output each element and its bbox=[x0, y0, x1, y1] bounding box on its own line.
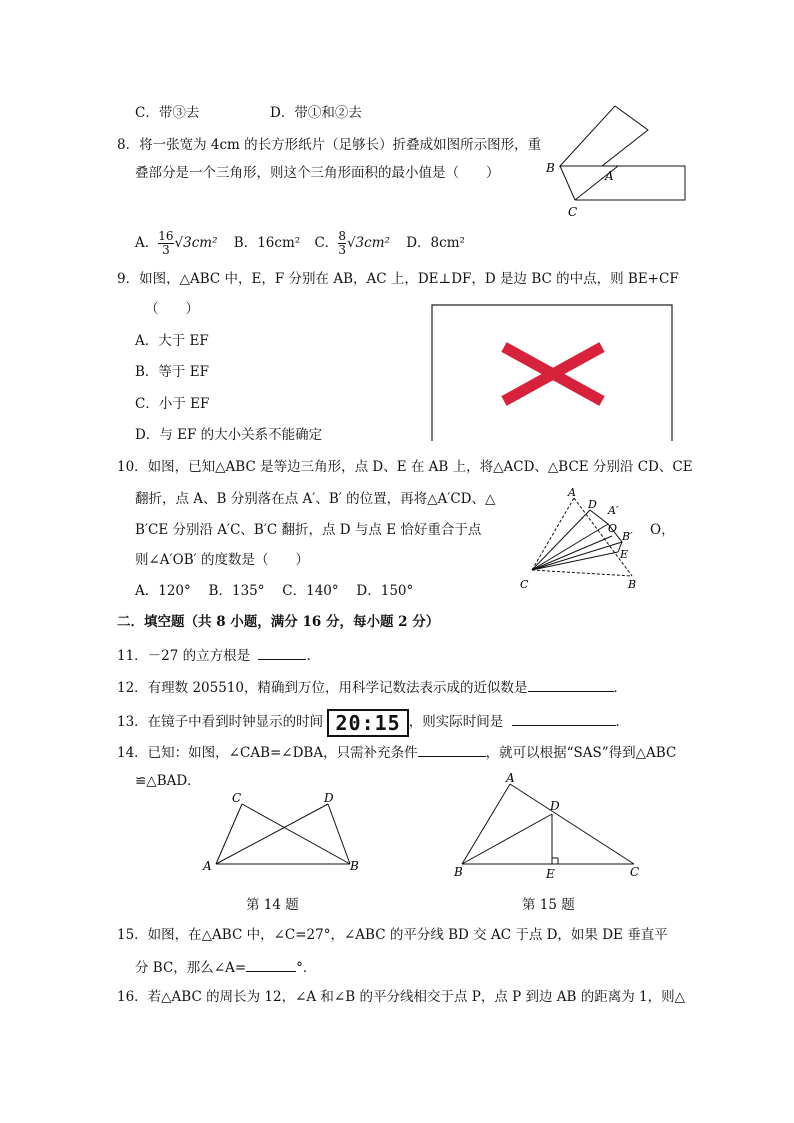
q10-line2: 翻折，点 A、B 分别落在点 A′、B′ 的位置，再将△A′CD、△ bbox=[135, 491, 496, 507]
q9-line1: 9．如图，△ABC 中，E，F 分别在 AB，AC 上，DE⊥DF，D 是边 BC 的中点，则 BE+CF bbox=[117, 271, 679, 287]
q10-label-d: D bbox=[588, 498, 597, 511]
q11-answer-blank[interactable] bbox=[258, 645, 306, 660]
q10-label-e: E bbox=[620, 548, 629, 561]
q14-label-d: D bbox=[324, 791, 334, 805]
q10-line4: 则∠A′OB′ 的度数是（ ） bbox=[135, 552, 309, 568]
q8-opt-a-label: A． bbox=[135, 235, 159, 251]
q14-answer-blank[interactable] bbox=[418, 742, 486, 757]
q8-label-c: C bbox=[568, 205, 578, 219]
q14-label-c: C bbox=[232, 791, 242, 805]
q9-option-b: B．等于 EF bbox=[135, 364, 209, 380]
q15-label-b: B bbox=[454, 865, 463, 879]
q14-line2: ≌△BAD． bbox=[135, 773, 201, 789]
q8-opt-a-num: 16 bbox=[158, 229, 174, 243]
q11-text: 11．－27 的立方根是 bbox=[117, 648, 251, 664]
q15-label-c: C bbox=[630, 865, 640, 879]
q15-answer-blank[interactable] bbox=[246, 957, 296, 972]
q8-opt-a-unit: √3cm² bbox=[174, 235, 218, 251]
q10-label-a-prime: A′ bbox=[608, 504, 619, 517]
q8-line2: 叠部分是一个三角形，则这个三角形面积的最小值是（ ） bbox=[135, 165, 500, 181]
q10-line3b: O， bbox=[650, 522, 675, 538]
q9-option-d: D．与 EF 的大小关系不能确定 bbox=[135, 427, 323, 443]
q10-figure bbox=[512, 484, 648, 592]
q15-line2: 分 BC，那么∠A= °． bbox=[135, 957, 316, 977]
q13: 13．在镜子中看到时钟显示的时间 20:15 ，则实际时间是 ． bbox=[117, 710, 629, 735]
q8-opt-a-den: 3 bbox=[162, 243, 170, 257]
q9-line2: （ ） bbox=[145, 301, 199, 317]
q16-line1: 16．若△ABC 的周长为 12，∠A 和∠B 的平分线相交于点 P，点 P 到边 AB 的距离为 1，则△ bbox=[117, 989, 686, 1005]
q8-opt-c-label: C． bbox=[314, 235, 339, 251]
q10-label-c: C bbox=[520, 578, 529, 591]
q8-opt-c-num: 8 bbox=[338, 229, 346, 243]
q8-opt-c-unit: √3cm² bbox=[346, 235, 390, 251]
q15-line1: 15．如图，在△ABC 中，∠C=27°，∠ABC 的平分线 BD 交 AC 于点 D，如果 DE 垂直平 bbox=[117, 927, 668, 943]
section-2-heading: 二．填空题（共 8 小题，满分 16 分，每小题 2 分） bbox=[117, 614, 440, 630]
q15-figure bbox=[448, 772, 648, 882]
q12-answer-blank[interactable] bbox=[528, 677, 614, 692]
q9-missing-image-placeholder bbox=[430, 303, 674, 443]
q8-options bbox=[135, 230, 465, 257]
q13-text: 13．在镜子中看到时钟显示的时间 bbox=[117, 714, 324, 730]
mirror-clock-display: 20:15 bbox=[327, 709, 408, 737]
q8-figure bbox=[540, 100, 700, 220]
q7-option-d: D．带①和②去 bbox=[270, 105, 362, 121]
q10-line1: 10．如图，已知△ABC 是等边三角形，点 D、E 在 AB 上，将△ACD、△BCE 分别沿 CD、CE bbox=[117, 459, 693, 475]
q15-label-e: E bbox=[546, 867, 555, 881]
q8-line1: 8．将一张宽为 4cm 的长方形纸片（足够长）折叠成如图所示图形，重 bbox=[117, 137, 542, 153]
q10-label-o: O bbox=[608, 522, 618, 535]
q11: 11．－27 的立方根是 ． bbox=[117, 645, 320, 665]
q14-figure bbox=[200, 790, 370, 880]
q15-label-a: A bbox=[506, 772, 515, 785]
q14-label-b: B bbox=[350, 859, 359, 873]
q14-label-a: A bbox=[203, 859, 212, 873]
q8-label-a: A bbox=[605, 169, 614, 183]
q7-option-c: C．带③去 bbox=[135, 105, 200, 121]
q14-text: 14．已知：如图，∠CAB=∠DBA，只需补充条件 bbox=[117, 745, 418, 761]
q10-label-b-prime: B′ bbox=[622, 530, 633, 543]
q9-option-a: A．大于 EF bbox=[135, 333, 209, 349]
q12-text: 12．有理数 205510，精确到万位，用科学记数法表示成的近似数是 bbox=[117, 680, 528, 696]
q15-label-d: D bbox=[550, 799, 560, 813]
q10-line3: B′CE 分别沿 A′C、B′C 翻折，点 D 与点 E 恰好重合于点 bbox=[135, 522, 482, 538]
q9-option-c: C．小于 EF bbox=[135, 396, 210, 412]
q10-label-b: B bbox=[628, 578, 637, 591]
q15-text: 分 BC，那么∠A= bbox=[135, 960, 247, 976]
q13-answer-blank[interactable] bbox=[512, 711, 616, 726]
q10-label-a: A bbox=[568, 486, 576, 499]
q15-caption: 第 15 题 bbox=[522, 897, 575, 913]
q8-opt-b: B．16cm² bbox=[233, 235, 301, 251]
q12: 12．有理数 205510，精确到万位，用科学记数法表示成的近似数是 ． bbox=[117, 677, 627, 697]
q8-label-b: B bbox=[546, 161, 555, 175]
q10-options: A．120° B．135° C．140° D．150° bbox=[135, 583, 414, 599]
q14-line1: 14．已知：如图，∠CAB=∠DBA，只需补充条件 ，就可以根据“SAS”得到△ABC bbox=[117, 742, 676, 762]
q8-opt-c-den: 3 bbox=[338, 243, 346, 257]
q14-caption: 第 14 题 bbox=[246, 897, 299, 913]
q8-opt-d: D．8cm² bbox=[406, 235, 465, 251]
